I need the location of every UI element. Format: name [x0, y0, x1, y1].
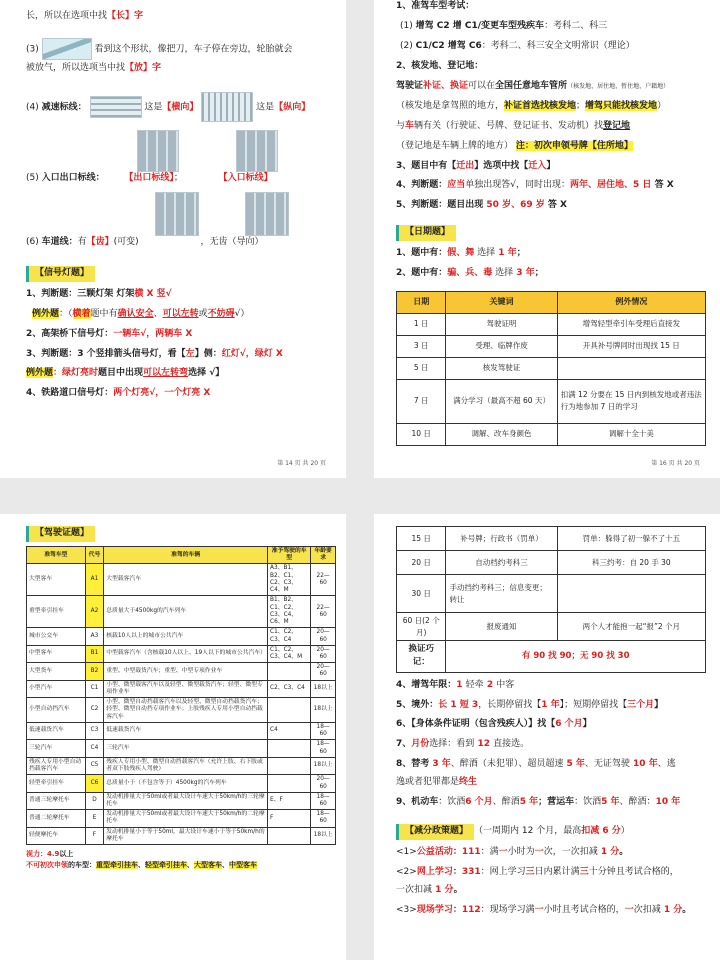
table-cell: 三轮汽车: [27, 740, 86, 757]
text-line: (6) 车道线：有【齿】(可变) ，无齿（导向）: [26, 236, 264, 247]
table-row: [27, 628, 336, 645]
table-cell: 大型客车: [27, 564, 86, 596]
table-cell: A3、B1、B2、C1、C2、C3、C4、M: [268, 564, 311, 596]
table-row: [27, 596, 336, 628]
text-line: (5) 入口出口标线： 【出口标线】； 【入口标线】: [26, 172, 273, 183]
vertical-deceleration-marking-image: [201, 92, 253, 122]
license-table: [26, 546, 336, 845]
table-cell: 城市公交车: [27, 628, 86, 645]
section-tag: 【日期题】: [396, 225, 706, 241]
table-row: [27, 810, 336, 827]
text-line: <2>网上学习：331：网上学习三日内累计满三十分钟且考试合格的，: [396, 867, 679, 878]
table-cell: 重型牵引挂车: [27, 596, 86, 628]
text-line: <3>现场学习：112：现场学习满一小时且考试合格的，一次扣减 1 分。: [396, 904, 692, 915]
table-row: [27, 645, 336, 662]
table-cell: A3: [85, 628, 104, 645]
table-cell: C5: [85, 757, 104, 774]
text-line: 4、增驾年限：1 轻牵 2 中客: [396, 679, 515, 690]
table-cell: 残疾人专用小型、微型自动挡载客汽车（允许上肢、右下肢或者双下肢残疾人驾驶）: [104, 757, 268, 774]
table-cell: C6: [85, 775, 104, 792]
table-cell: C2、C3、C4: [268, 680, 311, 697]
text-line: 1、准驾车型考试：: [396, 1, 475, 11]
text-line: (4) 减速标线： 这是【横向】 这是【纵向】: [26, 92, 320, 122]
entrance-marking-image: [236, 130, 278, 172]
table-cell: B1: [85, 645, 104, 662]
table-cell: 18—60: [311, 792, 336, 809]
table-cell: C1: [85, 680, 104, 697]
text-line: [26, 192, 320, 236]
text-line: 7、月份选择：看到 12 直接选。: [396, 739, 530, 750]
text-line: 与车辆有关（行驶证、号牌、登记证书、发动机）找登记地: [396, 120, 631, 131]
table-cell: F: [268, 810, 311, 827]
table-cell: 残疾人专用小型自动挡载客汽车: [27, 757, 86, 774]
table-row: [27, 564, 336, 596]
table-cell: F: [85, 827, 104, 844]
text-line: 8、替考 3 年、醉酒（未犯罪）、超员超速 5 年、无证驾驶 10 年、逃: [396, 759, 676, 770]
table-row: [27, 775, 336, 792]
table-cell: A1: [85, 564, 104, 596]
text-line: （登记地是车辆上牌的地方） 注：初次申领号牌【住所地】: [396, 140, 633, 151]
table-cell: 轻便摩托车: [27, 827, 86, 844]
table-row: [27, 722, 336, 739]
table-header: 准驾车型: [27, 546, 86, 563]
table-row: 15 日 补号牌；行政书（罚单） 罚单：躲得了初一躲不了十五: [397, 527, 706, 551]
table-cell: 轻型牵引挂车: [27, 775, 86, 792]
table-cell: 总质量大于4500kg的汽车列车: [104, 596, 268, 628]
table-row: [27, 740, 336, 757]
text-line: 3、题目中有【迁出】选项中找【迁入】: [396, 160, 556, 171]
table-cell: [268, 757, 311, 774]
table-row: 10 日 调解、改车身颜色 调解十全十美: [397, 423, 706, 445]
text-line: 不可初次申领的车型：重型牵引挂车、轻型牵引挂车、大型客车、中型客车: [26, 860, 257, 869]
table-row: 30 日 手动挡约考科三；信息变更；转让: [397, 575, 706, 613]
table-row: [27, 663, 336, 680]
table-row: 3 日 受理、临牌作废 开具补号牌同时出现找 15 日: [397, 335, 706, 357]
table-cell: [268, 740, 311, 757]
text-line: 4、铁路道口信号灯：两个灯亮√，一个灯亮 X: [26, 388, 211, 399]
table-cell: 18以上: [311, 827, 336, 844]
text-line: 驾驶证补证、换证可以在全国任意地车管所（核发地、居住地、暂住地、户籍地）: [396, 80, 670, 91]
text-line: 3、判断题：3 个竖排箭头信号灯，看【左】侧：红灯√，绿灯 X: [26, 348, 283, 359]
table-cell: 18—60: [311, 722, 336, 739]
text-line: (2) C1/C2 增驾 C6：考科二、科三安全文明常识（理论）: [400, 40, 635, 51]
table-cell: E: [85, 810, 104, 827]
table-cell: A2: [85, 596, 104, 628]
table-cell: B1、B2、C1、C2、C3、C4、C6、M: [268, 596, 311, 628]
table-cell: 发动机排量大于50ml或者最大设计车速大于50km/h的三轮摩托车: [104, 792, 268, 809]
table-cell: 大型载客汽车: [104, 564, 268, 596]
variable-lane-image: [155, 192, 199, 236]
table-row: [27, 792, 336, 809]
text-line: 2、题中有：骗、兵、毒 选择 3 年；: [396, 268, 544, 279]
text-line: （核发地是拿驾照的地方，补证首选找核发地；增驾只能找核发地）: [396, 100, 667, 111]
table-row: [27, 698, 336, 723]
table-cell: 小型自动挡汽车: [27, 698, 86, 723]
table-cell: C1、C2、C3、C4、M: [268, 645, 311, 662]
page-14: [0, 0, 346, 478]
table-cell: 中型载客汽车（含核载10人以上、19人以下的城市公共汽车）: [104, 645, 268, 662]
text-line: [26, 130, 320, 172]
text-line: 5、判断题：题目出现 50 岁、69 岁 答 X: [396, 200, 567, 211]
text-line: 1、判断题：三颗灯架 灯架横 X 竖√: [26, 288, 172, 299]
table-cell: 核载10人以上的城市公共汽车: [104, 628, 268, 645]
table-cell: 中型客车: [27, 645, 86, 662]
table-row: 1 日 驾驶证明 增驾轻型牵引车受理后直接发: [397, 313, 706, 335]
license-page: [0, 514, 346, 960]
table-cell: 普通三轮摩托车: [27, 792, 86, 809]
page-17: [374, 514, 720, 960]
section-tag: 【驾驶证题】: [26, 526, 336, 542]
table-row: [27, 827, 336, 844]
table-cell: 小型、微型自动挡载客汽车以及轻型、微型自动挡载货汽车；轻型、微型自动挡专项作业车；上肢残疾人专用小型自动挡载客汽车: [104, 698, 268, 723]
table-cell: 20—60: [311, 628, 336, 645]
table-row: 换证巧记： 有 90 找 90；无 90 找 30: [397, 641, 706, 672]
section-tag: 【减分政策题】 （一周期内 12 个月，最高扣减 6 分）: [396, 824, 706, 840]
text-line: 视力：4.9以上: [26, 850, 74, 859]
table-row: 20 日 自动档约考科三 科三约考：自 20 手 30: [397, 551, 706, 575]
table-cell: B2: [85, 663, 104, 680]
page-16: [374, 0, 720, 478]
page-number: 第 14 页 共 20 页: [277, 459, 326, 467]
exit-marking-image: [137, 130, 179, 172]
table-cell: 20—60: [311, 645, 336, 662]
table-cell: 22—60: [311, 564, 336, 596]
table-cell: [268, 698, 311, 723]
table-cell: C1、C2、C3、C4: [268, 628, 311, 645]
table-cell: 普通二轮摩托车: [27, 810, 86, 827]
table-cell: 重型、中型载货汽车；重型、中型专项作业车: [104, 663, 268, 680]
table-header: 年龄要求: [311, 546, 336, 563]
table-cell: 三轮汽车: [104, 740, 268, 757]
guide-lane-image: [245, 192, 289, 236]
table-cell: [268, 775, 311, 792]
table-cell: 发动机排量小于等于50ml，最大设计车速小于等于50km/h的摩托车: [104, 827, 268, 844]
table-cell: 大型货车: [27, 663, 86, 680]
table-cell: 18以上: [311, 698, 336, 723]
text-line: 4、判断题：应当单独出现答√，同时出现：两年、居住地、5 日 答 X: [396, 180, 674, 191]
text-line: 2、高架桥下信号灯：一辆车√，两辆车 X: [26, 328, 193, 339]
table-cell: 总质量小于（不包含等于）4500kg的汽车列车: [104, 775, 268, 792]
table-cell: 20—60: [311, 663, 336, 680]
table-cell: 22—60: [311, 596, 336, 628]
table-row: [27, 680, 336, 697]
table-header: 准予驾驶的车型: [268, 546, 311, 563]
table-cell: 18以上: [311, 680, 336, 697]
table-cell: 小型汽车: [27, 680, 86, 697]
text-line: <1>公益活动：111：满一小时为一次，一次扣减 1 分。: [396, 847, 629, 858]
table-cell: 20—60: [311, 775, 336, 792]
table-cell: 18—60: [311, 810, 336, 827]
table-cell: D: [85, 792, 104, 809]
table-cell: 18—60: [311, 740, 336, 757]
date-table: [396, 291, 706, 445]
horizontal-deceleration-marking-image: [90, 96, 142, 118]
table-cell: C2: [85, 698, 104, 723]
text-line: 例外题：（横着题中有确认安全、可以左转或不妨碍√）: [32, 308, 250, 319]
table-header: 例外情况: [557, 292, 705, 313]
text-line: 例外题：绿灯亮时题目中出现可以左转弯选择 √】: [26, 368, 225, 379]
table-cell: C4: [268, 722, 311, 739]
table-cell: [268, 663, 311, 680]
text-line: 2、核发地、登记地：: [396, 60, 484, 71]
table-cell: [268, 827, 311, 844]
table-cell: C3: [85, 722, 104, 739]
text-line: (3) 看到这个形状，像把刀，车子停在旁边，轮胎就会: [26, 38, 320, 60]
text-line: 逸或者犯罪都是终生: [396, 777, 478, 788]
table-header: 关键词: [446, 292, 557, 313]
table-row: 5 日 核发驾驶证: [397, 357, 706, 379]
table-header: 代号: [85, 546, 104, 563]
table-cell: 低速载货汽车: [104, 722, 268, 739]
table-cell: 18以上: [311, 757, 336, 774]
text-line: 1、题中有：假、舞 选择 1 年；: [396, 248, 526, 259]
table-row: 60 日(2 个月) 报废通知 两个人才能抱一起“报”2 个月: [397, 613, 706, 641]
table-header: 准驾的车辆: [104, 546, 268, 563]
table-cell: 小型、微型载客汽车以及轻型、微型载货汽车；轻型、微型专项作业车: [104, 680, 268, 697]
section-tag: 【信号灯题】: [26, 266, 320, 282]
text-line: 被放气，所以选项当中找【放】字: [26, 62, 162, 73]
table-cell: E、F: [268, 792, 311, 809]
text-line: (1) 增驾 C2 增 C1/变更车型残疾车：考科二、科三: [400, 20, 608, 31]
date-table-continued: [396, 526, 706, 673]
table-cell: C4: [85, 740, 104, 757]
table-cell: 低速载货汽车: [27, 722, 86, 739]
table-header: 日期: [397, 292, 446, 313]
knife-shape-image: [42, 38, 92, 60]
text-line: 9、机动车：饮酒6 个月、醉酒5 年；营运车：饮酒5 年、醉酒：10 年: [396, 797, 681, 808]
page-number: 第 16 页 共 20 页: [651, 459, 700, 467]
table-row: 7 日 满分学习（最高不超 60 天） 扣满 12 分要在 15 日内到核发地或者违法行为地参加 7 日的学习: [397, 379, 706, 423]
table-cell: 发动机排量大于50ml或者最大设计车速大于50km/h的二轮摩托车: [104, 810, 268, 827]
text-line: 6、【身体条件证明（包含残疾人）】找【6 个月】: [396, 719, 592, 730]
table-row: [27, 757, 336, 774]
text-line: 长，所以在选项中找【长】字: [26, 11, 144, 21]
text-line: 5、境外：长 1 短 3，长期停留找【1 年】；短期停留找【三个月】: [396, 699, 664, 710]
text-line: 一次扣减 1 分。: [396, 884, 463, 895]
